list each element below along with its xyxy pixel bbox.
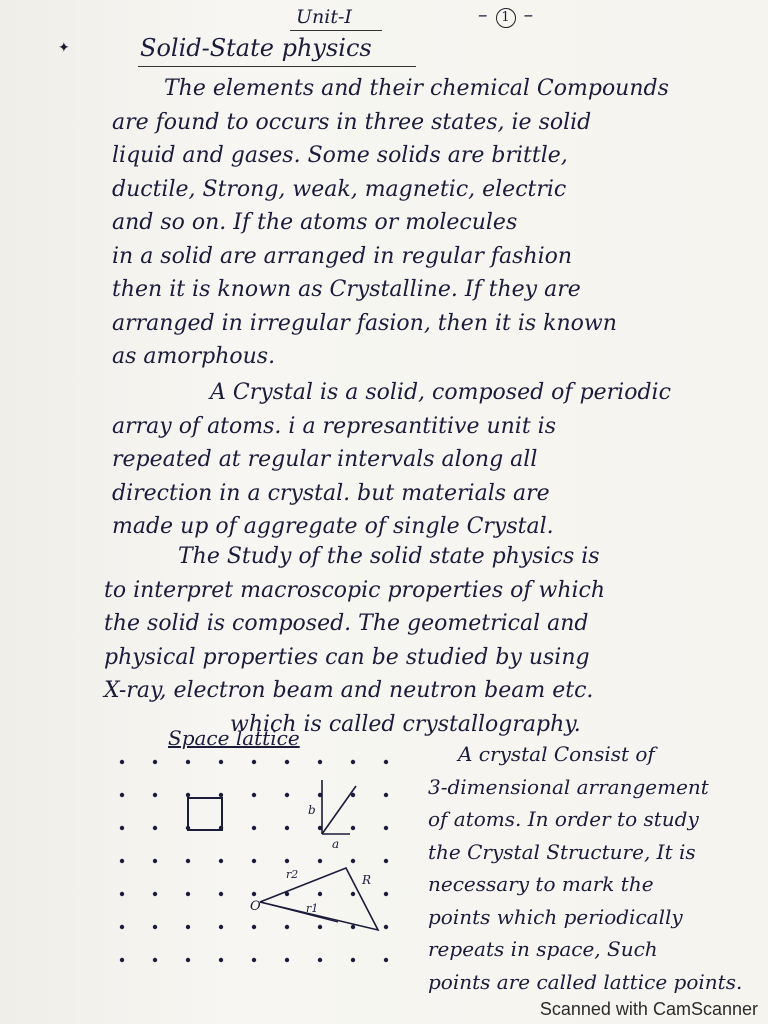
lattice-point: [153, 958, 157, 962]
lattice-point: [186, 958, 190, 962]
lattice-point: [186, 892, 190, 896]
page-title: Solid-State physics: [140, 34, 372, 62]
text-line: the solid is composed. The geometrical and: [104, 611, 589, 636]
text-line: which is called crystallography.: [230, 711, 581, 737]
lattice-point: [153, 892, 157, 896]
paragraph-intro: [112, 72, 752, 374]
lattice-point: [186, 793, 190, 797]
lattice-point: [351, 925, 355, 929]
lattice-point: [186, 925, 190, 929]
lattice-point: [285, 958, 289, 962]
lattice-point: [318, 925, 322, 929]
text-line: A Crystal is a solid, composed of periodic: [210, 380, 671, 405]
lattice-point: [219, 859, 223, 863]
unit-label: Unit-I: [296, 6, 352, 28]
space-lattice-heading: Space lattice: [168, 726, 300, 750]
text-line: X-ray, electron beam and neutron beam etc.: [104, 678, 594, 703]
text-line: as amorphous.: [112, 344, 276, 369]
text-line: repeats in space, Such: [428, 937, 658, 961]
vector-triangle: [260, 868, 378, 930]
lattice-point: [120, 859, 124, 863]
lattice-point: [318, 760, 322, 764]
lattice-point: [219, 760, 223, 764]
lattice-point: [219, 793, 223, 797]
lattice-point: [285, 925, 289, 929]
origin-label: O: [250, 899, 261, 914]
vector-r1: [260, 902, 338, 922]
vector-sum: [322, 786, 356, 834]
text-line: direction in a crystal. but materials are: [112, 480, 550, 506]
lattice-points: [120, 760, 388, 962]
lattice-point: [351, 826, 355, 830]
lattice-point: [186, 859, 190, 863]
text-line: 3-dimensional arrangement: [428, 774, 709, 799]
page-header: [0, 2, 768, 32]
lattice-point: [252, 793, 256, 797]
lattice-point: [120, 958, 124, 962]
lattice-point: [285, 826, 289, 830]
b-label: b: [308, 803, 316, 817]
lattice-point: [120, 925, 124, 929]
text-line: points which periodically: [428, 904, 683, 929]
r-label: R: [362, 873, 372, 887]
lattice-point: [153, 859, 157, 863]
lattice-point: [285, 859, 289, 863]
page-number-value: 1: [496, 8, 516, 28]
lattice-point: [252, 892, 256, 896]
text-line: repeated at regular intervals along all: [112, 447, 538, 472]
page-number: – 1 –: [478, 4, 534, 26]
lattice-point: [252, 760, 256, 764]
lattice-point: [186, 760, 190, 764]
lattice-point: [219, 892, 223, 896]
lattice-point: [120, 826, 124, 830]
lattice-point: [120, 892, 124, 896]
unit-cell-square: [188, 798, 222, 830]
text-line: The elements and their chemical Compounds: [164, 76, 669, 101]
lattice-point: [219, 958, 223, 962]
text-line: and so on. If the atoms or molecules: [112, 210, 518, 235]
text-line: then it is known as Crystalline. If they are: [112, 277, 581, 302]
text-line: the Crystal Structure, It is: [428, 839, 696, 864]
lattice-point: [120, 793, 124, 797]
r1-label: r1: [306, 902, 319, 915]
lattice-point: [384, 793, 388, 797]
lattice-point: [252, 859, 256, 863]
lattice-point: [351, 760, 355, 764]
text-line: The Study of the solid state physics is: [178, 544, 600, 569]
paragraph-crystal: [112, 376, 752, 544]
lattice-point: [219, 925, 223, 929]
paragraph-study: [104, 540, 744, 741]
scanner-watermark: Scanned with CamScanner: [539, 999, 758, 1019]
unit-underline: [290, 30, 382, 31]
text-line: arranged in irregular fasion, then it is known: [112, 310, 617, 336]
text-line: in a solid are arranged in regular fashion: [112, 243, 573, 269]
lattice-point: [384, 958, 388, 962]
lattice-point: [318, 859, 322, 863]
lattice-point: [351, 892, 355, 896]
text-line: necessary to mark the: [428, 872, 654, 896]
lattice-point: [351, 958, 355, 962]
text-line: A crystal Consist of: [458, 742, 655, 766]
space-lattice-diagram: [110, 752, 430, 982]
lattice-point: [384, 760, 388, 764]
space-lattice-text: [428, 738, 758, 998]
margin-mark-icon: ✦: [58, 40, 70, 56]
lattice-point: [285, 760, 289, 764]
lattice-point: [318, 958, 322, 962]
r2-label: r2: [286, 868, 299, 881]
text-line: made up of aggregate of single Crystal.: [112, 514, 554, 539]
text-line: of atoms. In order to study: [428, 807, 699, 831]
text-line: points are called lattice points.: [428, 969, 743, 994]
lattice-point: [384, 892, 388, 896]
lattice-point: [153, 760, 157, 764]
text-line: physical properties can be studied by using: [104, 644, 590, 670]
lattice-point: [153, 793, 157, 797]
lattice-point: [351, 859, 355, 863]
lattice-point: [153, 925, 157, 929]
lattice-point: [252, 826, 256, 830]
text-line: ductile, Strong, weak, magnetic, electric: [112, 176, 567, 202]
lattice-point: [153, 826, 157, 830]
lattice-point: [384, 859, 388, 863]
text-line: to interpret macroscopic properties of which: [104, 577, 606, 603]
lattice-point: [384, 826, 388, 830]
lattice-point: [318, 892, 322, 896]
title-underline: [138, 66, 416, 67]
lattice-point: [252, 958, 256, 962]
lattice-point: [120, 760, 124, 764]
a-label: a: [332, 837, 340, 851]
text-line: array of atoms. i a represantitive unit is: [112, 413, 557, 439]
lattice-point: [285, 793, 289, 797]
lattice-point: [252, 925, 256, 929]
text-line: liquid and gases. Some solids are brittle,: [112, 143, 568, 168]
lattice-point: [384, 925, 388, 929]
text-line: are found to occurs in three states, ie solid: [112, 109, 592, 135]
